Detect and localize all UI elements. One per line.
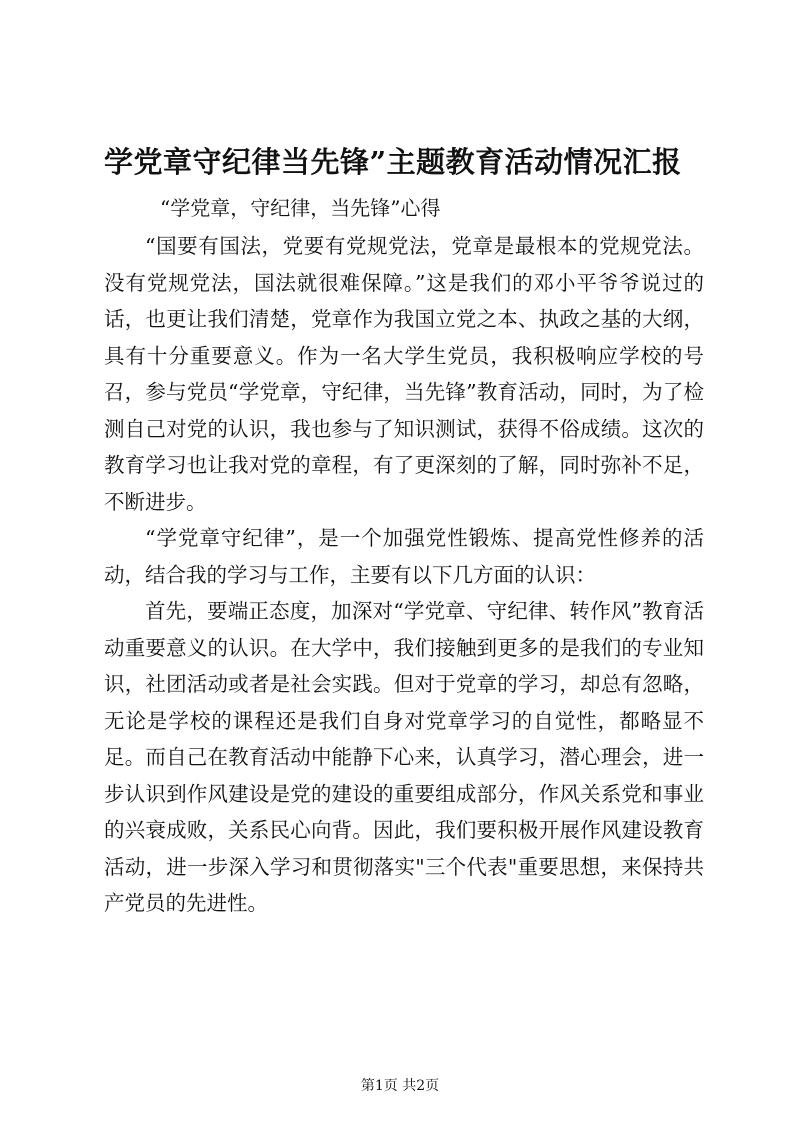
document-title: 学党章守纪律当先锋”主题教育活动情况汇报 [104, 145, 682, 179]
document-subtitle: “学党章，守纪律，当先锋”心得 [160, 196, 441, 220]
paragraph-3: 首先，要端正态度，加深对“学党章、守纪律、转作风”教育活动重要意义的认识。在大学中，我们接触到更多的是我们的专业知识，社团活动或者是社会实践。但对于党章的学习，却总有忽略，无论是学校的课程还是我们自身对党章学习的自觉性，都略显不足。而自己在教育活动中能静下心来，认真学习，潜心理会，进一步认识到作风建设是党的建设的重要组成部分，作风关系党和事业的兴衰成败，关系民心向背。因此，我们要积极开展作风建设教育活动，进一步深入学习和贯彻落实"三个代表"重要思想，来保持共产党员的先进性。 [104, 599, 704, 915]
page-footer: 第1页 共2页 [360, 1078, 440, 1094]
paragraph-2: “学党章守纪律”，是一个加强党性锻炼、提高党性修养的活动，结合我的学习与工作，主要有以下几方面的认识： [104, 526, 704, 587]
paragraph-1: “国要有国法，党要有党规党法，党章是最根本的党规党法。没有党规党法，国法就很难保障。”这是我们的邓小平爷爷说过的话，也更让我们清楚，党章作为我国立党之本、执政之基的大纲，具有十分重要意义。作为一名大学生党员，我积极响应学校的号召，参与党员“学党章，守纪律，当先锋”教育活动，同时，为了检测自己对党的认识，我也参与了知识测试，获得不俗成绩。这次的教育学习也让我对党的章程，有了更深刻的了解，同时弥补不足，不断进步。 [104, 234, 704, 514]
document-body [104, 228, 704, 922]
